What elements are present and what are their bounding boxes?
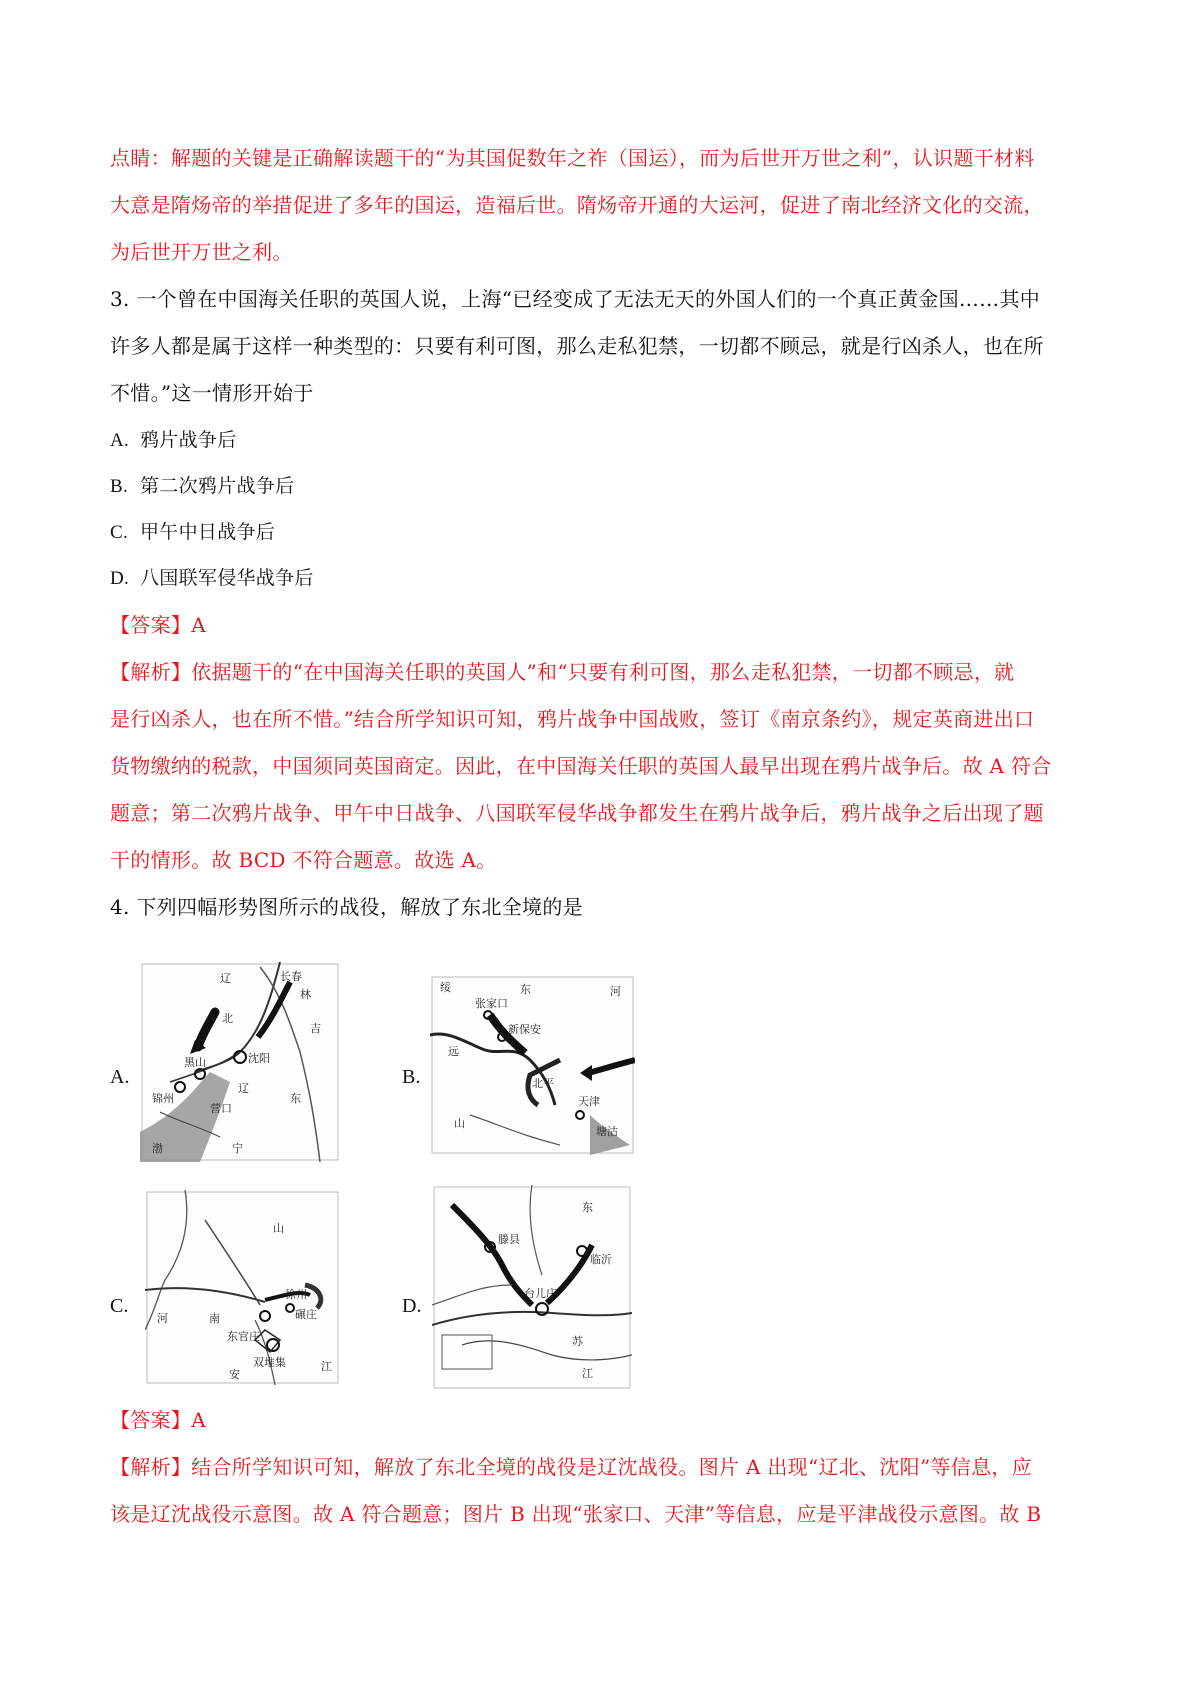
q3-analysis-line-1: 【解析】依据题干的“在中国海关任职的英国人”和“只要有利可图，那么走私犯禁，一切都不顾忌，就 (110, 660, 1015, 684)
option-text: 八国联军侵华战争后 (140, 567, 314, 589)
place-label: 苏 (572, 1335, 583, 1348)
place-label: 徐州 (285, 1288, 307, 1301)
hint-line-1: 点睛：解题的关键是正确解读题干的“为其国促数年之祚（国运），而为后世开万世之利”，认识题干材料 (110, 146, 1035, 170)
place-label: 东官庄 (227, 1330, 260, 1343)
option-text: 甲午中日战争后 (140, 521, 276, 543)
place-label: 江 (582, 1367, 593, 1380)
place-label: 林 (300, 988, 311, 1001)
place-label: 天津 (578, 1095, 600, 1108)
option-letter: D. (110, 568, 130, 589)
map-a-liaoshen (140, 962, 340, 1162)
option-text: 鸦片战争后 (140, 429, 237, 451)
option-letter: B. (110, 476, 129, 497)
place-label: 河 (157, 1312, 168, 1325)
place-label: 塘沽 (596, 1125, 618, 1138)
q3-option-b (110, 472, 294, 501)
place-label: 临沂 (590, 1253, 612, 1266)
place-label: 山 (273, 1222, 284, 1235)
q3-analysis-line-3: 货物缴纳的税款，中国须同英国商定。因此，在中国海关任职的英国人最早出现在鸦片战争后。故 A 符合 (110, 754, 1052, 778)
place-label: 长春 (280, 970, 302, 983)
place-label: 东 (290, 1092, 301, 1105)
hint-line-2: 大意是隋炀帝的举措促进了多年的国运，造福后世。隋炀帝开通的大运河，促进了南北经济文化的交流， (110, 193, 1044, 217)
q4-stem: 4. 下列四幅形势图所示的战役，解放了东北全境的是 (110, 895, 583, 919)
q3-stem-line-2: 许多人都是属于这样一种类型的：只要有利可图，那么走私犯禁，一切都不顾忌，就是行凶杀人，也在所 (110, 334, 1044, 358)
q3-analysis-line-5: 干的情形。故 BCD 不符合题意。故选 A。 (110, 848, 497, 872)
place-label: 江 (321, 1360, 332, 1373)
q3-option-c (110, 518, 275, 547)
place-label: 碾庄 (295, 1308, 317, 1321)
q3-answer: 【答案】A (110, 613, 206, 637)
q3-analysis-line-2: 是行凶杀人，也在所不惜。”结合所学知识可知，鸦片战争中国战败，签订《南京条约》，规定英商进出口 (110, 707, 1035, 731)
place-label: 张家口 (475, 997, 508, 1010)
q3-option-a (110, 426, 237, 455)
hint-line-3: 为后世开万世之利。 (110, 240, 293, 264)
place-label: 南 (209, 1312, 220, 1325)
place-label: 北 (222, 1012, 233, 1025)
option-text: 第二次鸦片战争后 (140, 475, 295, 497)
q4-analysis-line-1: 【解析】结合所学知识可知，解放了东北全境的战役是辽沈战役。图片 A 出现“辽北、沈阳”等信息，应 (110, 1455, 1033, 1479)
place-label: 宁 (232, 1142, 243, 1155)
map-d-label: D. (402, 1295, 422, 1317)
place-label: 东 (582, 1201, 593, 1214)
place-label: 渤 (152, 1142, 163, 1155)
place-label: 山 (454, 1117, 465, 1130)
q4-answer: 【答案】A (110, 1408, 206, 1432)
place-label: 辽 (238, 1082, 249, 1095)
place-label: 新保安 (508, 1023, 541, 1036)
q3-analysis-line-4: 题意；第二次鸦片战争、甲午中日战争、八国联军侵华战争都发生在鸦片战争后，鸦片战争之后出现了题 (110, 801, 1044, 825)
place-label: 远 (448, 1045, 459, 1058)
place-label: 沈阳 (248, 1052, 270, 1065)
place-label: 吉 (310, 1022, 321, 1035)
map-b-pingjin (430, 975, 635, 1155)
place-label: 北平 (532, 1077, 554, 1090)
place-label: 辽 (220, 972, 231, 985)
q3-stem-line-1: 3. 一个曾在中国海关任职的英国人说，上海“已经变成了无法无天的外国人们的一个真正黄金国……其中 (110, 287, 1041, 311)
map-a-label: A. (110, 1066, 130, 1088)
map-b-label: B. (402, 1066, 421, 1088)
map-c-label: C. (110, 1295, 129, 1317)
option-letter: C. (110, 522, 129, 543)
option-letter: A. (110, 430, 130, 451)
place-label: 滕县 (498, 1233, 520, 1246)
place-label: 黑山 (184, 1056, 206, 1069)
place-label: 东 (520, 983, 531, 996)
place-label: 锦州 (152, 1092, 174, 1105)
place-label: 营口 (210, 1102, 232, 1115)
map-c-huaihai (145, 1190, 340, 1385)
place-label: 绥 (440, 981, 451, 994)
q3-stem-line-3: 不惜。”这一情形开始于 (110, 381, 314, 405)
place-label: 河 (610, 985, 621, 998)
q3-option-d (110, 564, 314, 593)
place-label: 双堆集 (253, 1356, 286, 1369)
place-label: 台儿庄 (524, 1287, 557, 1300)
map-d-taierzhuang (432, 1185, 632, 1390)
place-label: 安 (229, 1368, 240, 1381)
q4-analysis-line-2: 该是辽沈战役示意图。故 A 符合题意；图片 B 出现“张家口、天津”等信息，应是平津战役示意图。故 B (110, 1502, 1042, 1526)
